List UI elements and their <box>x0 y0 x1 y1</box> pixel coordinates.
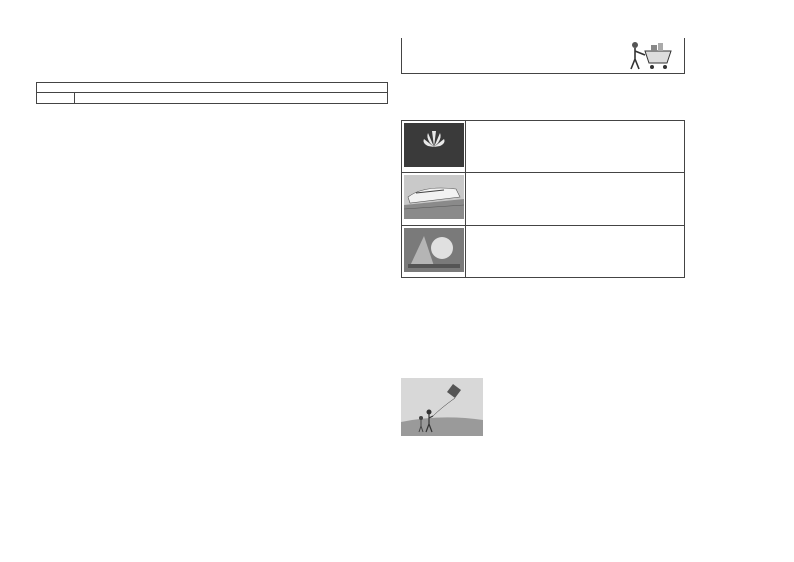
weekday-hours <box>405 48 621 57</box>
huawei-ad <box>401 120 685 173</box>
option <box>401 315 685 324</box>
5g-station-ad-text <box>466 226 684 277</box>
option <box>501 289 595 298</box>
shopping-cart-icon <box>625 39 681 72</box>
huawei-logo-icon <box>404 123 464 167</box>
5g-icon <box>404 228 464 272</box>
shopping-illustration <box>624 38 684 73</box>
fuxing-train-ad <box>401 173 685 225</box>
floor-content-cell <box>75 93 388 104</box>
section-b-label <box>401 368 685 377</box>
option <box>415 102 503 111</box>
section3-subheading <box>36 47 388 56</box>
option <box>401 324 685 333</box>
option <box>415 289 501 298</box>
option <box>595 289 679 298</box>
option <box>591 102 675 111</box>
fuxing-train-ad-text <box>466 173 684 224</box>
option <box>401 350 685 359</box>
question-41-options <box>401 85 685 94</box>
section-b-passage <box>401 377 685 436</box>
right-column <box>401 38 685 436</box>
question-43 <box>401 280 685 289</box>
huawei-logo-image <box>402 121 466 172</box>
option <box>591 85 675 94</box>
business-hours-title <box>405 39 621 48</box>
option <box>503 85 591 94</box>
option <box>401 342 685 351</box>
weekend-hours <box>405 57 621 66</box>
5g-station-ad <box>401 226 685 278</box>
option <box>503 102 591 111</box>
bullet-train-icon <box>404 175 464 219</box>
section-a-instruction <box>36 73 388 82</box>
section3-instruction <box>36 56 388 65</box>
question-45 <box>401 333 685 342</box>
option <box>401 359 685 368</box>
shopping-guide-table-top <box>36 82 388 104</box>
5g-image <box>402 226 466 277</box>
question-44 <box>401 298 685 307</box>
business-hours-box <box>401 38 685 74</box>
question-42 <box>401 94 685 103</box>
train-image <box>402 173 466 224</box>
option <box>401 306 685 315</box>
table-row <box>37 93 388 104</box>
option <box>415 85 503 94</box>
question-42-options <box>401 102 685 111</box>
question-41 <box>401 76 685 85</box>
section3-heading <box>36 38 388 47</box>
kite-flying-image <box>401 378 483 436</box>
section-a-label <box>36 64 388 73</box>
floor-cell <box>37 93 75 104</box>
shopping-guide-title <box>37 82 388 93</box>
huawei-ad-text <box>466 121 684 172</box>
left-column <box>36 38 388 104</box>
question-43-options <box>401 289 685 298</box>
section-43-45-instruction <box>401 111 685 120</box>
